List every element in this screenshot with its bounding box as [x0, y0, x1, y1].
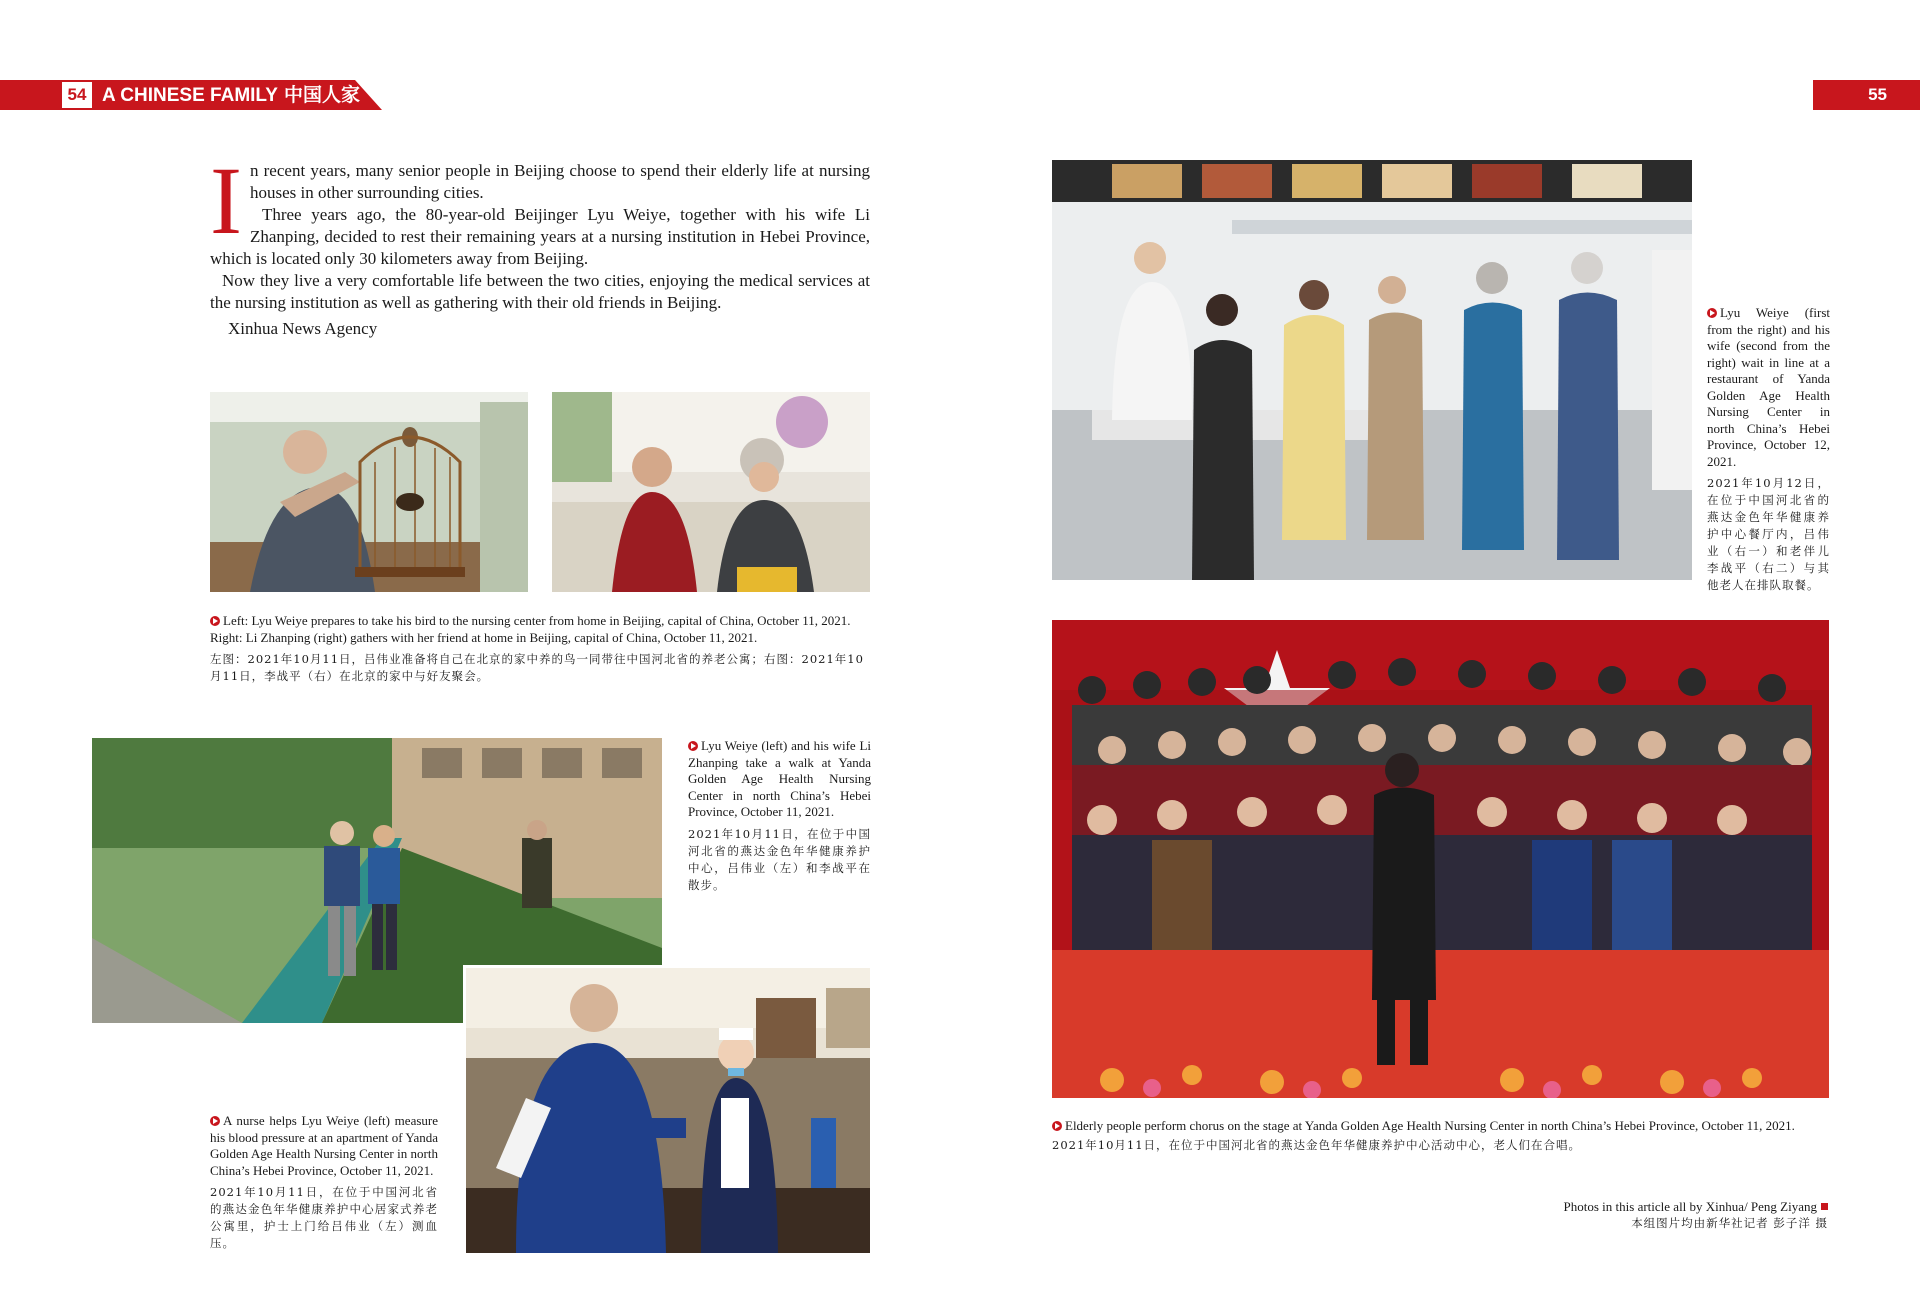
section-title-en: A CHINESE FAMILY: [102, 85, 278, 106]
caption-arrow-icon: [1707, 308, 1717, 318]
photo-nurse: [463, 965, 873, 1256]
photo-bird-cage: [210, 392, 528, 592]
intro-paragraph-1: n recent years, many senior people in Beijing choose to spend their elderly life at nursing houses in other surrounding cities.: [249, 161, 870, 202]
caption-restaurant: [1707, 305, 1830, 594]
caption-nurse-zh: 2021年10月11日，在位于中国河北省的燕达金色年华健康养护中心居家式养老公寓里，护士上门给吕伟业（左）测血压。: [210, 1185, 438, 1250]
photo-credit-zh: 本组图片均由新华社记者 彭子洋 摄: [1631, 1216, 1828, 1230]
caption-bird-friends: [210, 613, 874, 685]
caption-restaurant-zh: 2021年10月12日，在位于中国河北省的燕达金色年华健康养护中心餐厅内，吕伟业（右一）和老伴儿李战平（右二）与其他老人在排队取餐。: [1707, 476, 1830, 592]
caption-bird-en-1: Left: Lyu Weiye prepares to take his bird to the nursing center from home in Beijing, capital of China, October 11, 2021.: [223, 613, 851, 628]
caption-arrow-icon: [688, 741, 698, 751]
intro-agency: Xinhua News Agency: [228, 319, 378, 338]
photo-credit-en: Photos in this article all by Xinhua/ Peng Ziyang: [1563, 1199, 1817, 1214]
caption-bird-en-2: Right: Li Zhanping (right) gathers with her friend at home in Beijing, capital of China, October 11, 2021.: [210, 629, 758, 645]
caption-walk-en: Lyu Weiye (left) and his wife Li Zhanping take a walk at Yanda Golden Age Health Nursing Center in north China’s Hebei Province, October 11, 2021.: [688, 738, 871, 819]
drop-cap: I: [210, 147, 242, 254]
intro-paragraph-3: Now they live a very comfortable life between the two cities, enjoying the medical services at the nursing institution as well as gathering with their old friends in Beijing.: [210, 271, 870, 312]
caption-arrow-icon: [210, 1116, 220, 1126]
caption-chorus-en: Elderly people perform chorus on the stage at Yanda Golden Age Health Nursing Center in north China’s Hebei Province, October 11, 2021.: [1065, 1118, 1795, 1133]
caption-walk-zh: 2021年10月11日，在位于中国河北省的燕达金色年华健康养护中心，吕伟业（左）和李战平在散步。: [688, 826, 871, 892]
caption-nurse-en: A nurse helps Lyu Weiye (left) measure his blood pressure at an apartment of Yanda Golden Age Health Nursing Center in north China’s Hebei Province, October 11, 2021.: [210, 1113, 438, 1178]
section-title-zh: 中国人家: [283, 84, 360, 106]
caption-arrow-icon: [210, 616, 220, 626]
caption-restaurant-en: Lyu Weiye (first from the right) and his wife (second from the right) wait in line at a restaurant of Yanda Golden Age Health Nursing Center in north China’s Hebei Province, October 12, 2021.: [1707, 305, 1830, 469]
caption-walk: [688, 738, 871, 894]
photo-friends-gathering: [552, 392, 870, 592]
photo-chorus: [1052, 620, 1829, 1098]
caption-bird-zh: 左图：2021年10月11日，吕伟业准备将自己在北京的家中养的鸟一同带往中国河北省的养老公寓；右图：2021年10月11日，李战平（右）在北京的家中与好友聚会。: [210, 652, 864, 683]
photo-restaurant: [1052, 160, 1692, 580]
caption-chorus: [1052, 1118, 1829, 1154]
end-square-icon: [1821, 1203, 1828, 1210]
intro-article: [210, 147, 870, 340]
caption-chorus-zh: 2021年10月11日，在位于中国河北省的燕达金色年华健康养护中心活动中心，老人们在合唱。: [1052, 1137, 1582, 1152]
photo-credit: [1564, 1198, 1828, 1232]
intro-paragraph-2: Three years ago, the 80-year-old Beijinger Lyu Weiye, together with his wife Li Zhanping, decided to rest their remaining years at a nursing institution in Hebei Province, which is located only 30 kilometers away from Beijing.: [210, 205, 870, 268]
page-number-left: 54: [62, 82, 92, 108]
section-title: [102, 80, 360, 110]
page-number-right: 55: [1868, 85, 1887, 104]
caption-nurse: [210, 1113, 438, 1252]
caption-arrow-icon: [1052, 1121, 1062, 1131]
